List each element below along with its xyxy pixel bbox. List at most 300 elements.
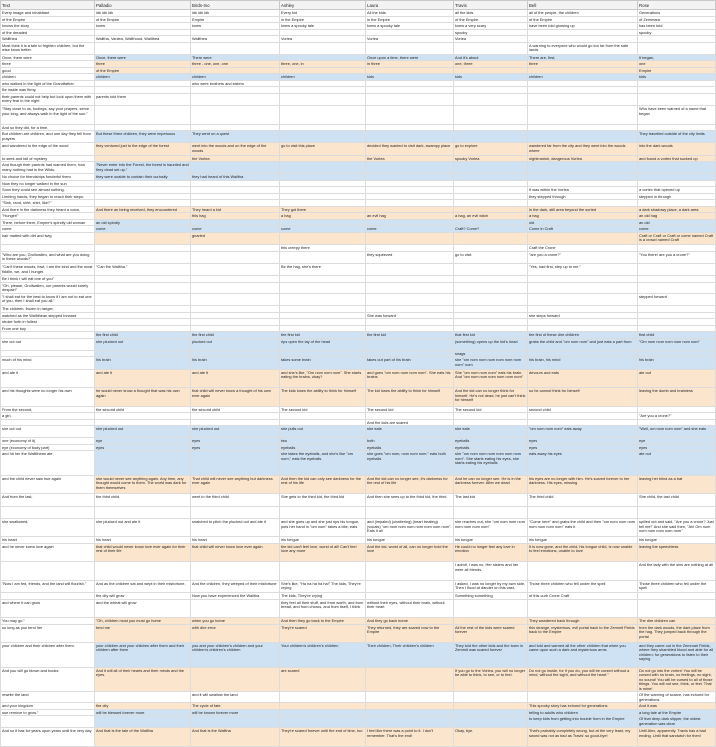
translation-cell[interactable]: his heart <box>191 537 280 544</box>
translation-cell[interactable]: They travelled outside of the city limits <box>638 131 716 143</box>
translation-cell[interactable] <box>191 42 280 54</box>
translation-cell[interactable]: takes some brain <box>280 357 366 369</box>
translation-cell[interactable]: the third child <box>95 494 191 506</box>
translation-cell[interactable]: in the Empire <box>280 16 366 23</box>
translation-cell[interactable]: an evil hag <box>366 213 454 220</box>
source-text-cell[interactable]: But children are children, and one day they fell from prayers <box>1 131 95 143</box>
translation-cell[interactable] <box>454 692 528 703</box>
translation-cell[interactable]: "Are you a crone?" <box>638 413 716 420</box>
translation-cell[interactable]: first child <box>638 332 716 339</box>
column-header[interactable]: Text <box>1 1 95 10</box>
source-text-cell[interactable]: And though their parents had warned them, how many nothing had in the Wilds, <box>1 162 95 174</box>
translation-cell[interactable]: Craft? Come? <box>454 226 528 233</box>
translation-cell[interactable] <box>454 162 528 174</box>
translation-cell[interactable]: children <box>191 74 280 81</box>
translation-cell[interactable]: The last kid <box>454 494 528 506</box>
translation-cell[interactable] <box>95 293 191 305</box>
translation-cell[interactable]: And the children, they weeped of their misfortune <box>191 580 280 592</box>
translation-cell[interactable]: They wandered back through <box>528 618 638 625</box>
translation-cell[interactable]: she plucked out <box>95 338 191 350</box>
translation-cell[interactable]: I asked, I was no longer by my own side, Then I flood at dander on this vast, <box>454 580 528 592</box>
source-text-cell[interactable]: Be I think I will eat one of you" <box>1 276 95 283</box>
translation-cell[interactable] <box>280 562 366 580</box>
translation-cell[interactable] <box>528 282 638 293</box>
translation-cell[interactable]: It was within the Vorlea <box>528 187 638 194</box>
translation-cell[interactable] <box>191 162 280 174</box>
translation-cell[interactable]: "Oh, children must you must go home <box>95 618 191 625</box>
source-text-cell[interactable]: children <box>1 74 95 81</box>
translation-cell[interactable]: a dark shadowy place, a dark area <box>638 206 716 213</box>
translation-cell[interactable]: A warning to everyone who would go too far from the safe lands <box>528 42 638 54</box>
translation-cell[interactable]: and told and warned all the other children that when you came upon such a dark and mysterious arms <box>528 642 638 667</box>
source-text-cell[interactable] <box>1 716 95 728</box>
translation-cell[interactable]: eyes <box>191 444 280 451</box>
translation-cell[interactable] <box>638 42 716 54</box>
translation-cell[interactable] <box>454 293 528 305</box>
translation-cell[interactable]: children <box>95 74 191 81</box>
translation-cell[interactable]: are scared <box>280 667 366 692</box>
translation-cell[interactable] <box>95 251 191 263</box>
translation-cell[interactable] <box>280 282 366 293</box>
translation-cell[interactable]: she plucked out <box>191 426 280 438</box>
translation-cell[interactable]: And that is the Walltha <box>191 728 280 746</box>
translation-cell[interactable] <box>191 293 280 305</box>
translation-cell[interactable]: And he can no longer see. He is in the darkness forever. After we dead <box>454 475 528 493</box>
translation-cell[interactable]: this strange, mysterious, evil portal back to the Zemmit Fields back to the Empire <box>528 624 638 642</box>
translation-cell[interactable] <box>638 264 716 276</box>
source-text-cell[interactable] <box>1 506 95 518</box>
translation-cell[interactable]: she "om nom nom nom nom nom nom nom" nom <box>454 357 528 369</box>
translation-cell[interactable]: eyes <box>191 438 280 445</box>
source-text-cell[interactable]: so long as you tend her <box>1 624 95 642</box>
source-text-cell[interactable]: And there in the darkness they heard a voice, <box>1 206 95 213</box>
translation-cell[interactable]: devours and eats <box>528 369 638 387</box>
translation-cell[interactable]: And it was <box>638 703 716 710</box>
translation-cell[interactable] <box>280 162 366 174</box>
translation-cell[interactable]: And the kid, worst of all, can no longer hold the love <box>366 543 454 561</box>
translation-cell[interactable]: of the Empire <box>95 67 191 74</box>
translation-cell[interactable]: the first child <box>95 332 191 339</box>
translation-cell[interactable]: children <box>528 74 638 81</box>
translation-cell[interactable]: Vorlea <box>454 36 528 43</box>
translation-cell[interactable]: she goes "om nom, nom nom nom." eats both eyeballs <box>366 451 454 476</box>
translation-cell[interactable]: parents told them <box>95 93 191 105</box>
translation-cell[interactable] <box>528 106 638 124</box>
translation-cell[interactable] <box>528 232 638 244</box>
translation-cell[interactable]: She "om nom nom nom" eats his brain. And "om nom nom nom nom nom nom" <box>454 369 528 387</box>
translation-cell[interactable] <box>191 667 280 692</box>
translation-cell[interactable]: There were <box>191 54 280 61</box>
translation-cell[interactable] <box>191 562 280 580</box>
translation-cell[interactable] <box>366 692 454 703</box>
translation-cell[interactable]: one <box>638 61 716 68</box>
translation-cell[interactable] <box>528 293 638 305</box>
source-text-cell[interactable]: three <box>1 61 95 68</box>
translation-cell[interactable]: his brain <box>95 357 191 369</box>
translation-cell[interactable]: Once upon a time, there were <box>366 54 454 61</box>
translation-cell[interactable]: his tongue <box>366 537 454 544</box>
translation-cell[interactable]: of the Empire <box>95 16 191 23</box>
translation-cell[interactable]: without their eyes, without their brain, without their heart <box>366 599 454 617</box>
translation-cell[interactable]: spooky <box>638 29 716 36</box>
translation-cell[interactable]: old <box>528 219 638 226</box>
translation-cell[interactable] <box>454 106 528 124</box>
translation-cell[interactable]: go to visit this place <box>280 143 366 155</box>
translation-cell[interactable] <box>528 692 638 703</box>
translation-cell[interactable] <box>191 251 280 263</box>
translation-cell[interactable]: There are, first, <box>528 54 638 61</box>
translation-cell[interactable]: knew a spooky tale <box>280 23 366 30</box>
translation-cell[interactable]: in the Empire <box>366 16 454 23</box>
translation-cell[interactable]: has been told <box>638 23 716 30</box>
translation-cell[interactable]: He could no longer feel any love in emotion <box>454 543 528 561</box>
translation-cell[interactable]: three <box>528 61 638 68</box>
translation-cell[interactable]: when you go home <box>191 618 280 625</box>
translation-cell[interactable]: That child will never see anything but darkness ever again <box>191 475 280 493</box>
translation-cell[interactable]: tend me <box>95 624 191 642</box>
translation-cell[interactable]: they squeezed <box>366 251 454 263</box>
source-text-cell[interactable]: come <box>1 226 95 233</box>
source-text-cell[interactable]: stroke forth in fullest <box>1 319 95 326</box>
translation-cell[interactable]: wandered far from the city and they went into the woods where <box>528 143 638 155</box>
translation-cell[interactable]: eyes <box>528 444 638 451</box>
source-text-cell[interactable]: From one boy <box>1 325 95 332</box>
translation-cell[interactable]: The second kid <box>366 406 454 413</box>
translation-cell[interactable] <box>366 580 454 592</box>
translation-cell[interactable]: she "om nom nom nom nom nom nom nom". She starts eating his eyes, she starts eating his eyeballs <box>454 451 528 476</box>
translation-cell[interactable]: of the Empire <box>528 16 638 23</box>
translation-cell[interactable]: knew a very scary <box>454 23 528 30</box>
translation-cell[interactable]: of this curb Crone Craft <box>528 593 638 600</box>
translation-cell[interactable]: Their children, Their children's children <box>366 642 454 667</box>
translation-cell[interactable] <box>366 131 454 143</box>
translation-cell[interactable]: snags <box>454 350 528 357</box>
translation-cell[interactable]: And they go back home <box>366 618 454 625</box>
translation-cell[interactable]: And it will all of their hearts and their minds and the eyes. <box>95 667 191 692</box>
source-text-cell[interactable]: Soon they could see almost nothing. <box>1 187 95 194</box>
translation-cell[interactable]: she eats <box>366 426 454 438</box>
translation-cell[interactable]: plucked out <box>191 338 280 350</box>
translation-cell[interactable]: They're scared <box>280 624 366 642</box>
translation-cell[interactable]: she reaches out, she "om nom nom nom nom nom nom nom" <box>454 519 528 537</box>
translation-cell[interactable]: They told the other kids and the town in Zemmit was scared forever <box>454 642 528 667</box>
translation-cell[interactable]: eyeballs <box>280 444 366 451</box>
source-text-cell[interactable]: "Who are you, Grollwallen, and what are you doing in these woods?" <box>1 251 95 263</box>
translation-cell[interactable] <box>280 232 366 244</box>
translation-cell[interactable] <box>528 131 638 143</box>
translation-cell[interactable] <box>280 251 366 263</box>
translation-cell[interactable]: the Vorlea <box>366 155 454 162</box>
translation-cell[interactable]: and the wheat will grow <box>95 599 191 617</box>
translation-cell[interactable]: All the kids <box>366 10 454 17</box>
translation-cell[interactable]: ate out <box>638 369 716 387</box>
translation-cell[interactable]: she plucked out and ate it <box>95 519 191 537</box>
translation-cell[interactable]: leaving her blind as a bat <box>638 475 716 493</box>
translation-cell[interactable]: into the dark woods <box>638 143 716 155</box>
translation-cell[interactable]: (something) opens up the kid's head <box>454 338 528 350</box>
translation-cell[interactable]: leaving the dumb and brainless <box>638 388 716 406</box>
translation-cell[interactable] <box>366 506 454 518</box>
translation-cell[interactable] <box>191 506 280 518</box>
source-text-cell[interactable] <box>1 562 95 580</box>
translation-cell[interactable]: It is now gone, and the child, his tongue child, is now unable to feel emotions, unable to love <box>528 543 638 561</box>
translation-cell[interactable]: And the kids are scared <box>366 419 454 426</box>
source-text-cell[interactable]: "Hunger!" <box>1 213 95 220</box>
source-text-cell[interactable]: and ate it <box>1 369 95 387</box>
translation-cell[interactable]: And the kid can no longer think for himself. He's not dead, he just can't think for himself <box>454 388 528 406</box>
source-text-cell[interactable]: who walked in the light of the Grandfather. <box>1 80 95 87</box>
translation-cell[interactable]: to keep kids from getting into trouble from in the Empire <box>528 716 638 728</box>
source-text-cell[interactable]: of the dreaded <box>1 29 95 36</box>
translation-cell[interactable]: eyeballs <box>366 444 454 451</box>
source-text-cell[interactable]: And so they did, for a time. <box>1 124 95 131</box>
column-header[interactable]: Birds-Ino <box>191 1 280 10</box>
translation-cell[interactable]: have been told growing up <box>528 23 638 30</box>
column-header[interactable]: Ashley <box>280 1 366 10</box>
translation-cell[interactable]: And the kid can no longer see, it's darkness for the rest of his life <box>366 475 454 493</box>
translation-cell[interactable]: he would never know a thought that was his own again <box>95 388 191 406</box>
translation-cell[interactable] <box>280 93 366 105</box>
translation-cell[interactable] <box>454 131 528 143</box>
translation-cell[interactable] <box>638 93 716 105</box>
translation-cell[interactable]: and ate it <box>95 369 191 387</box>
translation-cell[interactable] <box>454 282 528 293</box>
translation-cell[interactable]: come <box>638 226 716 233</box>
translation-cell[interactable]: this hag <box>191 213 280 220</box>
translation-cell[interactable]: ate out <box>638 451 716 476</box>
translation-cell[interactable]: his tongue <box>280 537 366 544</box>
translation-cell[interactable]: All the rest of the kids were scared forever <box>454 624 528 642</box>
translation-cell[interactable]: kids <box>638 74 716 81</box>
translation-cell[interactable]: from the dark woods, the dark place from the hag. They jumped back through the portal <box>638 624 716 642</box>
translation-cell[interactable] <box>638 162 716 174</box>
translation-cell[interactable]: Once, there were <box>95 54 191 61</box>
translation-cell[interactable]: that child would never know love ever again for their rest of their life <box>95 543 191 561</box>
source-text-cell[interactable]: "Can't these woods, fowl, I am the kind and the most fiddlin, we, and I hunger. <box>1 264 95 276</box>
translation-cell[interactable]: The second kid <box>280 406 366 413</box>
translation-cell[interactable] <box>454 93 528 105</box>
translation-cell[interactable] <box>280 293 366 305</box>
translation-cell[interactable]: Come in Craft <box>528 226 638 233</box>
translation-cell[interactable]: Be the hag, she's there <box>280 264 366 276</box>
translation-cell[interactable]: nightmarish, dangerous Vorlea <box>528 155 638 162</box>
translation-cell[interactable]: they stepped through <box>528 193 638 200</box>
translation-cell[interactable]: and (impaled) (chattering) (heart beating) (vocals) "om nom nom nom nom nom nom nom". Eats it all <box>366 519 454 537</box>
translation-cell[interactable]: "Can the Walltha." <box>95 264 191 276</box>
translation-cell[interactable]: eyes <box>638 444 716 451</box>
translation-cell[interactable]: decided they wanted to visit dark, swampy place <box>366 143 454 155</box>
translation-cell[interactable]: eyeballs <box>454 438 528 445</box>
translation-cell[interactable]: snatched to pitch the plucked out and ate it <box>191 519 280 537</box>
translation-cell[interactable]: the first kid <box>366 332 454 339</box>
translation-cell[interactable]: went into the woods and on the edge of the woods <box>191 143 280 155</box>
translation-cell[interactable]: idk idk idk <box>95 10 191 17</box>
translation-cell[interactable] <box>366 338 454 350</box>
translation-cell[interactable]: stepped forward <box>638 293 716 305</box>
translation-cell[interactable]: Craft or Craft or Craft or come named Craft is a crowd named Craft <box>638 232 716 244</box>
source-text-cell[interactable]: and his thoughts were no longer his own <box>1 388 95 406</box>
translation-cell[interactable] <box>454 264 528 276</box>
translation-cell[interactable]: They're scared forever until the end of time, too <box>280 728 366 746</box>
translation-cell[interactable]: and ate it <box>191 369 280 387</box>
translation-cell[interactable]: of Zemmara <box>638 16 716 23</box>
source-text-cell[interactable]: rewrite the land <box>1 692 95 703</box>
column-header[interactable]: Laura <box>366 1 454 10</box>
translation-cell[interactable]: "are you a crone?" <box>528 251 638 263</box>
translation-cell[interactable] <box>366 93 454 105</box>
translation-cell[interactable]: Generations <box>638 10 716 17</box>
translation-cell[interactable]: They got there <box>280 206 366 213</box>
translation-cell[interactable]: and she goes up and she just rips his tongue, puts her hand in "om nom" takes a bite, eats <box>280 519 366 537</box>
translation-cell[interactable]: his brain, his mind <box>528 357 638 369</box>
translation-cell[interactable]: his brain <box>191 357 280 369</box>
source-text-cell[interactable]: And so it has for years upon years until the very day <box>1 728 95 746</box>
translation-cell[interactable]: And then she sees up to the third kid, the third <box>366 494 454 506</box>
translation-cell[interactable]: an old <box>638 219 716 226</box>
translation-cell[interactable]: in the dark, still area beyond the sorted <box>528 206 638 213</box>
translation-cell[interactable] <box>366 716 454 728</box>
source-text-cell[interactable]: Most think it is a tale to frighten children, but the wise know better. <box>1 42 95 54</box>
translation-cell[interactable]: gnarled <box>191 232 280 244</box>
translation-cell[interactable] <box>280 42 366 54</box>
translation-cell[interactable] <box>454 716 528 728</box>
translation-cell[interactable]: knew <box>95 23 191 30</box>
translation-cell[interactable]: She was forward <box>366 312 454 319</box>
translation-cell[interactable]: his heart <box>95 537 191 544</box>
translation-cell[interactable]: come <box>280 226 366 233</box>
translation-cell[interactable]: come <box>191 226 280 233</box>
source-text-cell[interactable]: Now they no longer walked in the sun <box>1 180 95 187</box>
translation-cell[interactable]: and found a vortex that sucked up <box>638 155 716 162</box>
translation-cell[interactable]: who were brothers and sisters <box>191 80 280 87</box>
translation-cell[interactable]: The kid loses the ability to think for himself <box>366 388 454 406</box>
translation-cell[interactable] <box>95 282 191 293</box>
translation-cell[interactable]: grabs the child and "om nom nom" and just eats a part from <box>528 338 638 350</box>
translation-cell[interactable]: "Come here" and grabs the child and then "om nom nom nom nom nom nom nom" eats it <box>528 519 638 537</box>
translation-cell[interactable]: will be known forever more <box>191 709 280 716</box>
source-text-cell[interactable]: she swallowed, <box>1 519 95 537</box>
source-text-cell[interactable]: Wallthea <box>1 36 95 43</box>
source-text-cell[interactable]: watched as the Walltihean stepped forward <box>1 312 95 319</box>
translation-cell[interactable]: She's like, "Ha ha ha ha ha!" The kids, They're crying <box>280 580 366 592</box>
translation-cell[interactable]: Vorlea <box>366 36 454 43</box>
translation-cell[interactable] <box>95 42 191 54</box>
translation-cell[interactable]: spooky <box>454 29 528 36</box>
translation-cell[interactable]: they had heard of this Walltha <box>191 174 280 181</box>
source-text-cell[interactable]: "Oh, please, Grollwallen, our parents would surely despair!" <box>1 282 95 293</box>
translation-cell[interactable]: one, three <box>454 61 528 68</box>
source-text-cell[interactable]: "Stay close to us, foolings, say your prayers, serve your king, and always walk in the light of the sun." <box>1 106 95 124</box>
translation-cell[interactable] <box>366 667 454 692</box>
source-text-cell[interactable]: "I shall eat for the best to know if I am not to eat one of you, then I shall eat you all." <box>1 293 95 305</box>
translation-cell[interactable]: That's probably completely wrong, but at the very least, my sword was not as bad as Travis' so good-bye! <box>528 728 638 746</box>
translation-cell[interactable]: that first kid <box>454 332 528 339</box>
translation-cell[interactable] <box>454 42 528 54</box>
translation-cell[interactable]: Do not go into the vortex! You will be cursed with no brain, no feelings, no sight, no sound! You will be cursed to all of those things. You will not see, think, or feel. That is mine! <box>638 667 716 692</box>
source-text-cell[interactable]: Limbing hands, they began to reach their steps. <box>1 193 95 200</box>
source-text-cell[interactable]: his heart <box>1 537 95 544</box>
translation-cell[interactable]: all the kids <box>454 10 528 17</box>
translation-cell[interactable]: eye <box>638 438 716 445</box>
translation-cell[interactable]: you and your children's children and your children's children's children <box>191 642 280 667</box>
translation-cell[interactable] <box>280 692 366 703</box>
source-text-cell[interactable]: and hit her the Walltihean ate, <box>1 451 95 476</box>
translation-cell[interactable]: Okay, bye. <box>454 728 528 746</box>
translation-cell[interactable] <box>528 93 638 105</box>
translation-cell[interactable]: takes out part of his brain <box>366 357 454 369</box>
translation-cell[interactable]: Until Alex, apparently. Travis has a bad ending. Until that sandwich for then! <box>638 728 716 746</box>
translation-cell[interactable]: eye <box>95 438 191 445</box>
translation-cell[interactable] <box>95 562 191 580</box>
source-text-cell[interactable]: and the child never saw hue again <box>1 475 95 493</box>
translation-cell[interactable]: that child will never know a thought of his own ever again <box>191 388 280 406</box>
translation-cell[interactable]: the city will grow <box>95 593 191 600</box>
translation-cell[interactable] <box>280 506 366 518</box>
translation-cell[interactable]: and they came out in the Zemmari Fields, where they shambled blood and able for all children: for generations to listen to their saying <box>638 642 716 667</box>
translation-cell[interactable]: Those three children who fell under the spell <box>638 580 716 592</box>
translation-cell[interactable] <box>191 282 280 293</box>
translation-cell[interactable]: Who have been warned of a name that began <box>638 106 716 124</box>
translation-cell[interactable]: eyes <box>528 438 638 445</box>
source-text-cell[interactable]: You may go." <box>1 618 95 625</box>
translation-cell[interactable]: I admit, I was no, Her sisters and her were all friends. <box>454 562 528 580</box>
translation-cell[interactable] <box>95 451 191 476</box>
translation-cell[interactable]: She gets to the third kid, the third kid <box>280 494 366 506</box>
translation-cell[interactable] <box>191 264 280 276</box>
source-text-cell[interactable]: hair matted with dirt and twig <box>1 232 95 244</box>
column-header[interactable]: Palladio <box>95 1 191 10</box>
translation-cell[interactable]: knew a spooky tale <box>366 23 454 30</box>
translation-cell[interactable]: with dire error <box>191 624 280 642</box>
translation-cell[interactable]: The third child <box>528 494 638 506</box>
translation-cell[interactable]: And there an being received, they encountered <box>95 206 191 213</box>
translation-cell[interactable]: knew <box>191 23 280 30</box>
translation-cell[interactable]: in three <box>366 61 454 68</box>
translation-cell[interactable]: a hag <box>528 213 638 220</box>
translation-cell[interactable] <box>366 264 454 276</box>
translation-cell[interactable]: an old hag <box>638 213 716 220</box>
translation-cell[interactable]: a long tale at the Empire <box>638 709 716 716</box>
translation-cell[interactable] <box>191 451 280 476</box>
translation-cell[interactable]: she takes the eyeballs, and she's like "om nom," eats the eyeballs <box>280 451 366 476</box>
source-text-cell[interactable]: much of his mind <box>1 357 95 369</box>
translation-cell[interactable]: This spooky story has echoed for generations <box>528 703 638 710</box>
translation-cell[interactable]: Empire <box>638 67 716 74</box>
translation-cell[interactable]: Craft the Crone <box>528 245 638 252</box>
translation-cell[interactable] <box>191 106 280 124</box>
translation-cell[interactable]: Vorlea <box>280 36 366 43</box>
translation-cell[interactable]: Those three children who fell under the spell <box>528 580 638 592</box>
translation-cell[interactable] <box>95 506 191 518</box>
translation-cell[interactable]: eyes <box>95 444 191 451</box>
translation-cell[interactable]: The dire children can <box>638 618 716 625</box>
source-text-cell[interactable]: she cut out <box>1 426 95 438</box>
translation-cell[interactable]: a hag <box>280 213 366 220</box>
translation-cell[interactable]: "Never enter into the Forest, the forest is haunted and they dead set up." <box>95 162 191 174</box>
translation-cell[interactable]: She child, the last child <box>638 494 716 506</box>
translation-cell[interactable] <box>191 599 280 617</box>
translation-cell[interactable]: spilled out and said, "Are you a crone? Just tell me!" And she said then, "Ah! Om nom nom nom nom nom nom" <box>638 519 716 537</box>
source-text-cell[interactable]: "Sink, rand, shirt, shirt, like?" <box>1 200 95 207</box>
translation-cell[interactable]: the second child <box>191 406 280 413</box>
translation-cell[interactable]: rips open the lay of the head <box>280 338 366 350</box>
source-text-cell[interactable]: to seek and fall of mystery <box>1 155 95 162</box>
translation-cell[interactable]: that child will never know love ever again <box>191 543 280 561</box>
column-header[interactable]: Rose <box>638 1 716 10</box>
translation-cell[interactable]: "You there! are you a crone?" <box>638 251 716 263</box>
translation-cell[interactable]: The kids loses the ability to think for himself <box>280 388 366 406</box>
translation-cell[interactable] <box>366 282 454 293</box>
